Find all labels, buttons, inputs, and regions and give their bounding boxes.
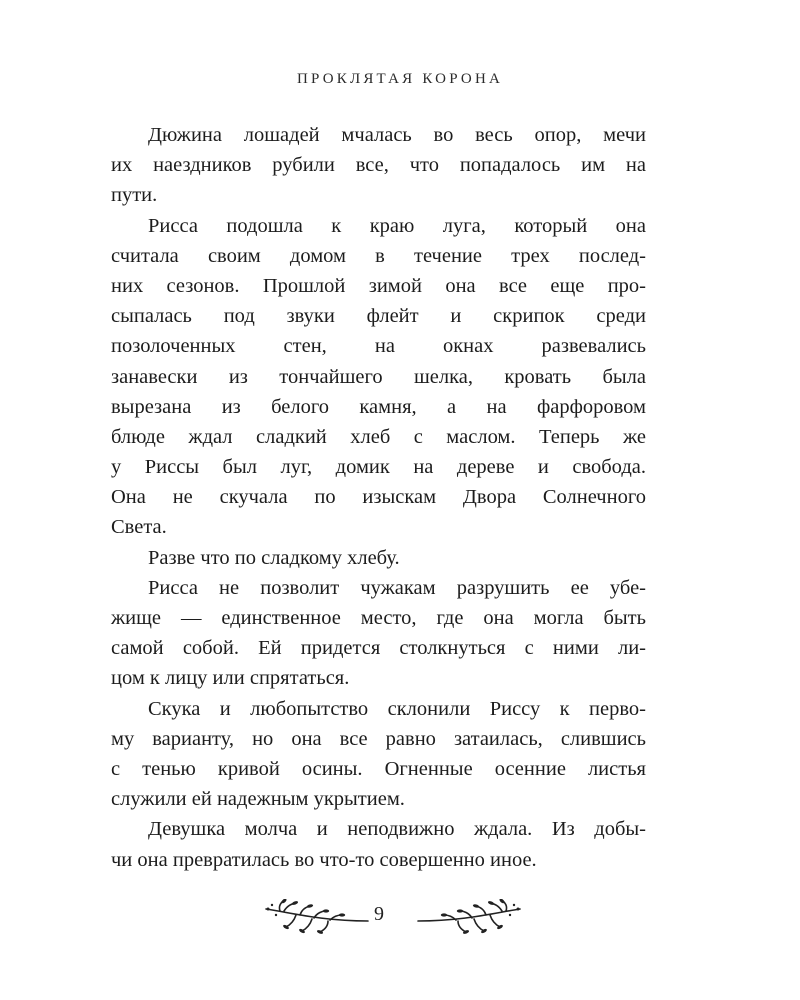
- text-line: у Риссы был луг, домик на дереве и свобода.: [111, 456, 646, 479]
- text-line: блюде ждал сладкий хлеб с маслом. Теперь же: [111, 425, 646, 448]
- text-line: служили ей надежным укрытием.: [111, 788, 405, 811]
- running-head: ПРОКЛЯТАЯ КОРОНА: [296, 71, 504, 87]
- page-footer: [0, 895, 800, 945]
- text-line: Рисса не позволит чужакам разрушить ее убе-: [148, 576, 646, 599]
- text-line: них сезонов. Прошлой зимой она все еще про-: [111, 274, 646, 297]
- text-line: Дюжина лошадей мчалась во весь опор, мечи: [148, 124, 646, 146]
- text-line: их наездников рубили все, что попадалось им на: [111, 154, 646, 177]
- text-line: чи она превратилась во что-то совершенно иное.: [111, 848, 537, 871]
- text-line: пути.: [111, 184, 158, 207]
- text-line: занавески из тончайшего шелка, кровать была: [111, 365, 646, 388]
- text-line: Девушка молча и неподвижно ждала. Из добы-: [148, 818, 646, 841]
- text-line: Рисса подошла к краю луга, который она: [148, 214, 646, 237]
- body-text: [111, 120, 646, 875]
- laurel-sprig-icon: [262, 899, 372, 935]
- text-line: позолоченных стен, на окнах развевались: [111, 335, 646, 358]
- text-line: с тенью кривой осины. Огненные осенние листья: [111, 757, 646, 780]
- text-line: самой собой. Ей придется столкнуться с ними ли-: [111, 637, 646, 660]
- text-line: считала своим домом в течение трех послед-: [111, 244, 646, 267]
- text-line: вырезана из белого камня, а на фарфоровом: [111, 395, 646, 418]
- text-line: Разве что по сладкому хлебу.: [148, 546, 400, 569]
- text-line: цом к лицу или спрятаться.: [111, 667, 350, 690]
- text-line: Она не скучала по изыскам Двора Солнечного: [111, 486, 646, 509]
- laurel-sprig-icon: [414, 899, 524, 935]
- page-number: 9: [374, 903, 384, 925]
- text-line: му варианту, но она все равно затаилась, слившись: [111, 727, 646, 750]
- text-line: Света.: [111, 516, 167, 539]
- text-line: жище — единственное место, где она могла быть: [111, 607, 646, 629]
- text-line: Скука и любопытство склонили Риссу к перво-: [148, 697, 646, 720]
- text-line: сыпалась под звуки флейт и скрипок среди: [111, 305, 646, 328]
